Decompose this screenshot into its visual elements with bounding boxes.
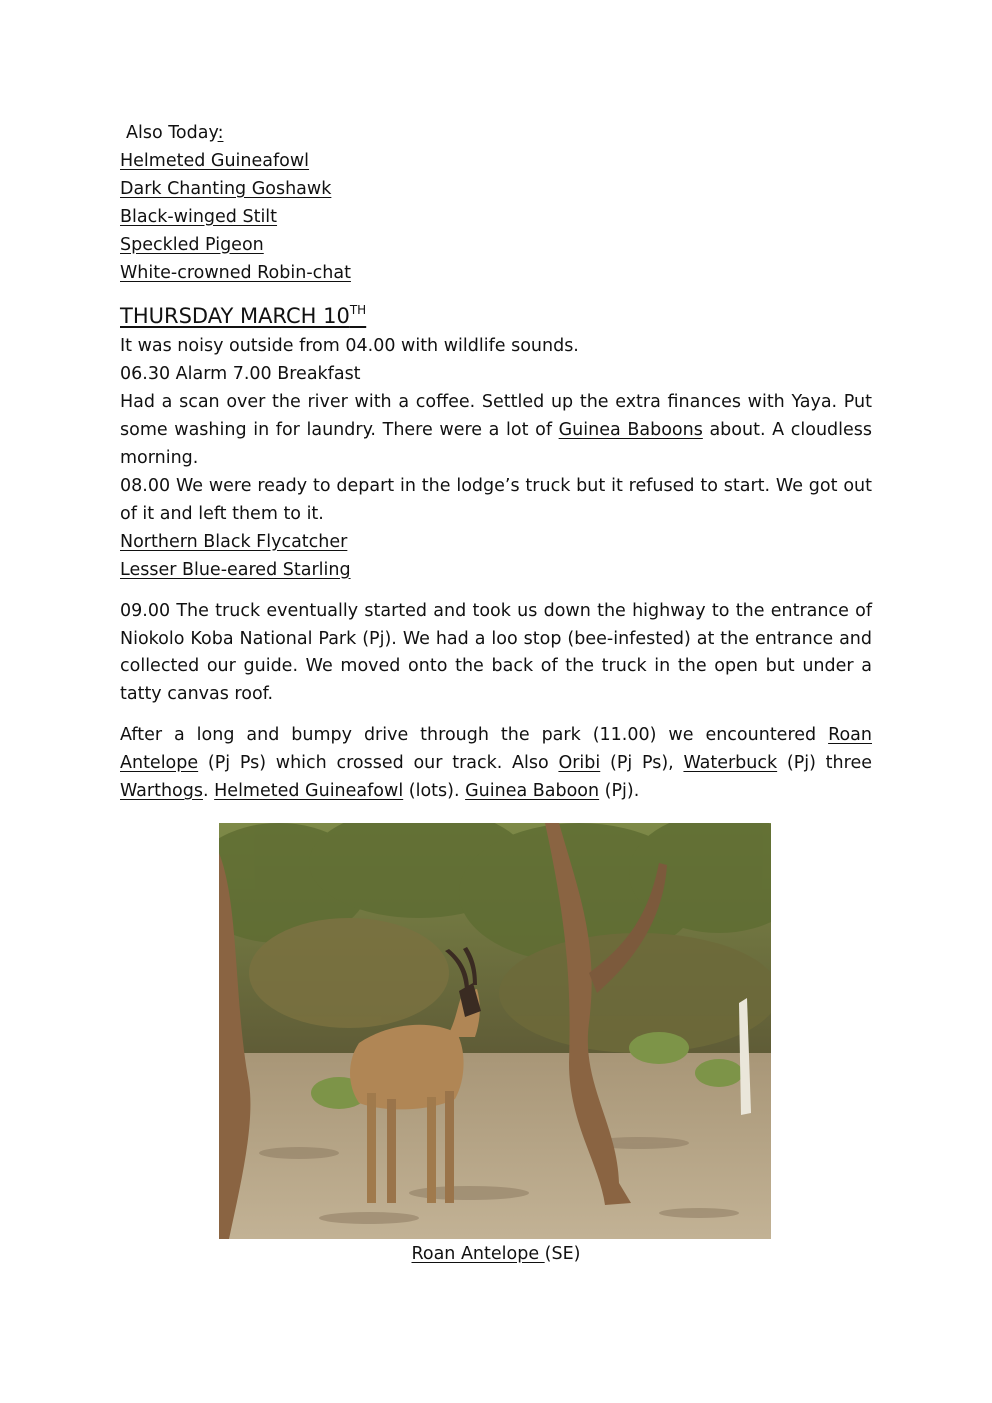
species-link: Black-winged Stilt xyxy=(120,206,278,227)
also-today-label: Also Today: xyxy=(126,123,224,143)
roan-antelope-photo xyxy=(219,823,771,1239)
day-heading: THURSDAY MARCH 10TH xyxy=(120,303,367,329)
diary-line: It was noisy outside from 04.00 with wildlife sounds. xyxy=(120,336,579,357)
species-link: Roan Antelope xyxy=(120,725,872,774)
diary-paragraph: After a long and bumpy drive through the park (11.00) we encountered Roan Antelope (Pj Ps) which crossed our track. Also Oribi (Pj Ps), Waterbuck (Pj) three Warthogs. Helmeted Guineafowl (lots). Guinea Baboon (Pj). xyxy=(120,725,872,802)
diary-paragraph: 08.00 We were ready to depart in the lodge’s truck but it refused to start. We got out of it and left them to it. xyxy=(120,475,872,524)
species-link: Guinea Baboons xyxy=(558,420,703,441)
species-link: White-crowned Robin-chat xyxy=(120,262,351,283)
species-link: Northern Black Flycatcher xyxy=(120,531,348,552)
species-list xyxy=(120,148,872,288)
species-link: Warthogs xyxy=(120,781,203,802)
document-body xyxy=(120,120,872,806)
species-link: Waterbuck xyxy=(683,753,778,774)
photo-caption: Roan Antelope (SE) xyxy=(411,1244,581,1264)
species-list xyxy=(120,529,872,585)
diary-paragraph: Had a scan over the river with a coffee. Settled up the extra finances with Yaya. Put some washing in for laundry. There were a lot of Guinea Baboons about. A cloudless morning. xyxy=(120,392,873,469)
species-link: Dark Chanting Goshawk xyxy=(120,178,332,199)
species-link: Guinea Baboon xyxy=(465,781,600,802)
species-link: Helmeted Guineafowl xyxy=(120,150,310,171)
species-link: Lesser Blue-eared Starling xyxy=(120,559,351,580)
species-link: Oribi xyxy=(558,753,601,774)
species-link: Speckled Pigeon xyxy=(120,234,264,255)
species-link: Helmeted Guineafowl xyxy=(214,781,404,802)
diary-paragraph: 09.00 The truck eventually started and took us down the highway to the entrance of Niokolo Koba National Park (Pj). We had a loo stop (bee-infested) at the entrance and collected our guide. We moved onto the back of the truck in the open but under a tatty canvas roof. xyxy=(120,600,872,705)
diary-line: 06.30 Alarm 7.00 Breakfast xyxy=(120,364,361,385)
